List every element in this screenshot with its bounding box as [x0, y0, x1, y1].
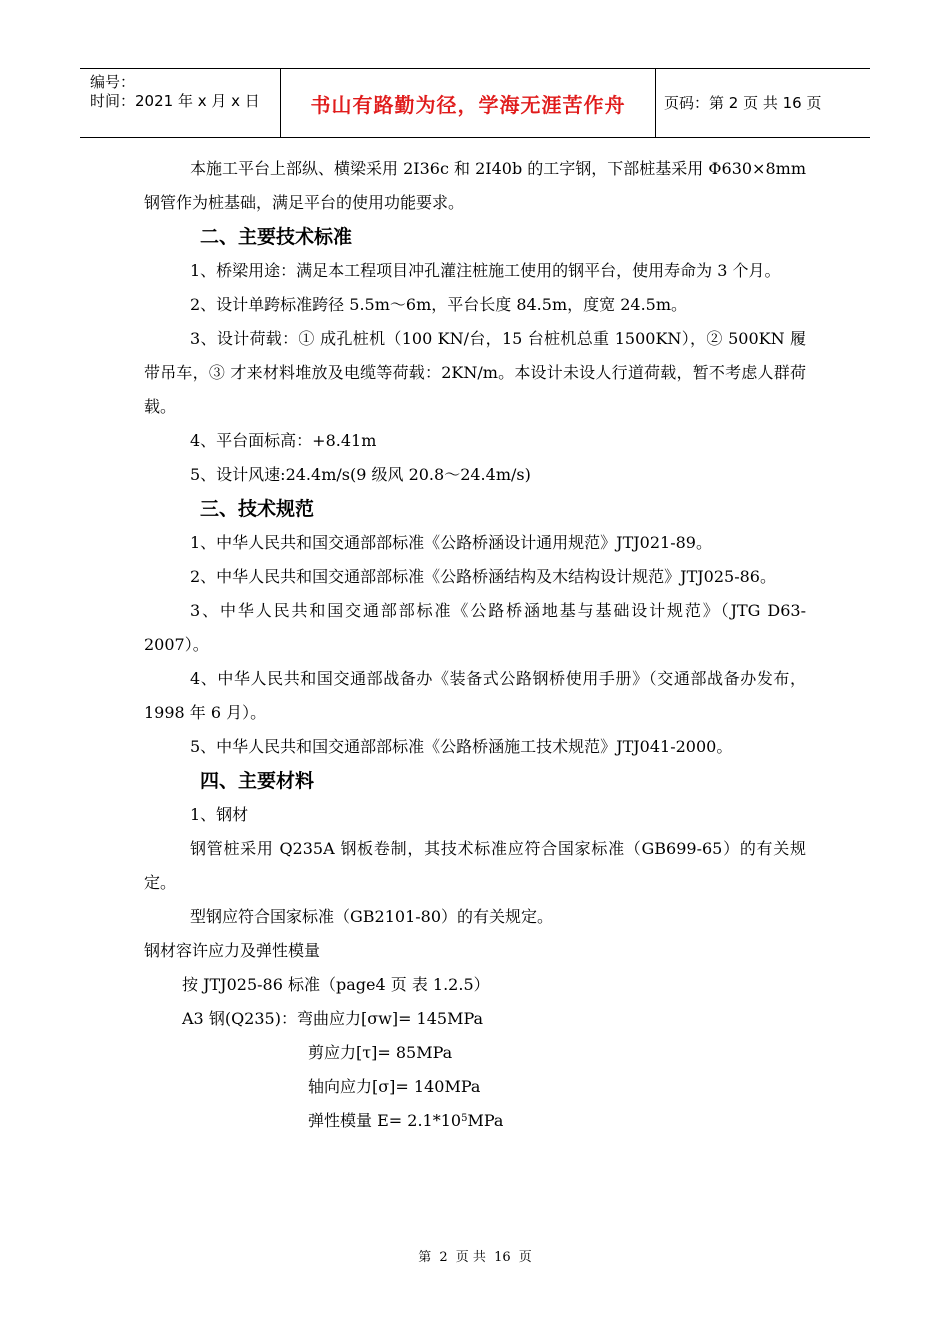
section-heading-standards: 二、主要技术标准	[200, 226, 353, 248]
page-footer	[0, 1246, 950, 1265]
standards-item-1: 1、桥梁用途：满足本工程项目冲孔灌注桩施工使用的钢平台，使用寿命为 3 个月。	[190, 261, 781, 280]
intro-paragraph: 本施工平台上部纵、横梁采用 2I36c 和 2I40b 的工字钢，下部桩基采用 Φ630×8mm 钢管作为桩基础，满足平台的使用功能要求。	[144, 159, 806, 212]
footer-total-pages: 16	[494, 1250, 511, 1265]
document-number-label: 编号：	[90, 73, 136, 91]
steel-elastic-modulus	[144, 1104, 806, 1138]
header-motto: 书山有路勤为径，学海无涯苦作舟	[310, 92, 626, 117]
header-page-info: 页码：第 2 页 共 16 页	[664, 94, 822, 112]
footer-page-number: 2	[439, 1250, 448, 1265]
document-body	[144, 152, 806, 1138]
standards-item-2: 2、设计单跨标准跨径 5.5m～6m，平台长度 84.5m，度宽 24.5m。	[190, 295, 688, 314]
section-heading-materials: 四、主要材料	[200, 770, 315, 792]
header-meta-cell	[80, 69, 280, 137]
steel-pipe-paragraph: 钢管桩采用 Q235A 钢板卷制，其技术标准应符合国家标准（GB699-65）的有关规定。	[144, 839, 806, 892]
elastic-modulus-base: 弹性模量 E= 2.1*10	[308, 1111, 462, 1130]
footer-suffix: 页	[518, 1250, 532, 1265]
steel-bending-stress: A3 钢(Q235)：弯曲应力[σw]= 145MPa	[182, 1009, 484, 1028]
section-heading-specifications: 三、技术规范	[200, 498, 315, 520]
materials-item-steel: 1、钢材	[190, 805, 249, 824]
spec-item-4: 4、中华人民共和国交通部战备办《装备式公路钢桥使用手册》（交通部战备办发布，1998 年 6 月）。	[144, 669, 806, 722]
standards-item-5: 5、设计风速:24.4m/s(9 级风 20.8～24.4m/s)	[190, 465, 531, 484]
standards-item-4: 4、平台面标高：+8.41m	[190, 431, 377, 450]
spec-item-2: 2、中华人民共和国交通部部标准《公路桥涵结构及木结构设计规范》JTJ025-86。	[190, 567, 776, 586]
page-header	[80, 68, 870, 138]
steel-axial-stress: 轴向应力[σ]= 140MPa	[308, 1077, 481, 1096]
document-date-label: 时间：2021 年 x 月 x 日	[90, 92, 260, 110]
spec-item-3: 3、中华人民共和国交通部部标准《公路桥涵地基与基础设计规范》（JTG D63-2007）。	[144, 601, 806, 654]
spec-item-5: 5、中华人民共和国交通部部标准《公路桥涵施工技术规范》JTJ041-2000。	[190, 737, 733, 756]
elastic-modulus-unit: MPa	[467, 1111, 504, 1130]
steel-shear-stress: 剪应力[τ]= 85MPa	[308, 1043, 453, 1062]
standard-reference: 按 JTJ025-86 标准（page4 页 表 1.2.5）	[182, 975, 490, 994]
footer-mid: 页 共	[455, 1250, 486, 1265]
section-steel-paragraph: 型钢应符合国家标准（GB2101-80）的有关规定。	[190, 907, 554, 926]
header-page-cell	[656, 69, 870, 137]
standards-item-3: 3、设计荷载：① 成孔桩机（100 KN/台，15 台桩机总重 1500KN），② 500KN 履带吊车，③ 才来材料堆放及电缆等荷载：2KN/m。本设计未设人行道荷载，暂不考虑人群荷载。	[144, 329, 806, 416]
header-motto-cell	[280, 69, 656, 137]
stress-title: 钢材容许应力及弹性模量	[144, 941, 321, 960]
footer-prefix: 第	[418, 1250, 432, 1265]
spec-item-1: 1、中华人民共和国交通部部标准《公路桥涵设计通用规范》JTJ021-89。	[190, 533, 712, 552]
elastic-modulus-exponent: 5	[461, 1113, 468, 1124]
